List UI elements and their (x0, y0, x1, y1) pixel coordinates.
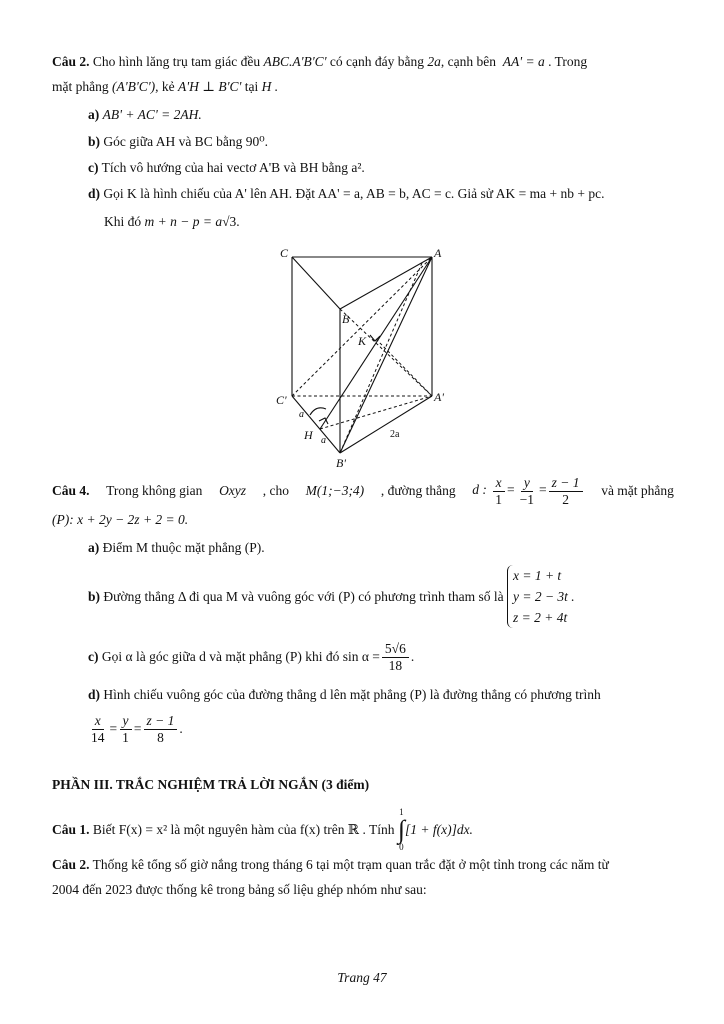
item-text: Gọi α là góc giữa d và mặt phẳng (P) khi đó sin α = (101, 649, 380, 665)
line-BA1 (340, 309, 432, 396)
q2-item-a (88, 107, 202, 123)
int-body: [1 + f(x)]dx. (404, 822, 473, 837)
den: 18 (388, 657, 403, 673)
integral (398, 808, 473, 852)
den: 1 (495, 491, 503, 507)
q2-intro: Cho hình lăng trụ tam giác đều (92, 54, 261, 69)
item-text: Góc giữa AH và BC bằng 90⁰. (103, 134, 268, 149)
den: 14 (91, 729, 105, 745)
den: 1 (122, 729, 129, 745)
q4-line1a: Trong không gian (106, 483, 203, 499)
sys-line: z = 2 + 4t (512, 610, 568, 625)
q4-point: M(1;−3;4) (305, 483, 365, 499)
item-text: Điểm M thuộc mặt phẳng (P). (102, 540, 265, 555)
q2-hpoint: H . (261, 79, 279, 94)
q2-line2 (52, 79, 278, 95)
label-A: A (434, 246, 442, 260)
line-KA1 (376, 339, 432, 396)
item-label: d) (88, 186, 101, 201)
q-label: Câu 1. (52, 822, 90, 837)
q4-item-d-eq: $\frac{x}{14}$ = $\frac{y}{1}$ = $\frac{z - 1}{8}$ . (86, 713, 183, 745)
item-text: Gọi K là hình chiếu của A' lên AH. Đặt AA' = a, AB = b, AC = c. Giả sử AK = ma + nb + pc. (103, 186, 605, 201)
int-upper: 1 (399, 807, 404, 817)
frac-sin (382, 641, 409, 673)
num: x (493, 475, 505, 492)
item-text: Đường thẳng Δ đi qua M và vuông góc với (P) có phương trình tham số là (103, 588, 504, 604)
q2-lateral: AA' = a (502, 54, 545, 69)
num: y (120, 713, 132, 730)
edge-C1B1 (292, 396, 340, 453)
int-lower: 0 (399, 842, 404, 852)
int-symbol: ∫ (397, 815, 405, 844)
p3-q1 (52, 808, 473, 852)
item-label: d) (88, 687, 101, 702)
q4-line1c: , đường thẳng (380, 483, 456, 499)
q4-item-d (88, 687, 601, 703)
edge-CB (292, 257, 340, 309)
q4-item-a (88, 540, 265, 556)
item-label: c) (88, 160, 99, 175)
frac-z (549, 475, 583, 507)
line-HA1 (320, 396, 432, 429)
q4-line1d: và mặt phẳng (601, 483, 674, 499)
label-C: C (280, 246, 289, 260)
label-B: B (342, 312, 350, 326)
label-B1: B' (336, 456, 346, 469)
q2-item-d-cont: Khi đó m + n − p = a√3. (104, 214, 240, 229)
line-AB1 (340, 257, 432, 453)
frac-x (492, 475, 505, 507)
item-text: Hình chiếu vuông góc của đường thẳng d lên mặt phẳng (P) là đường thẳng có phương trình (103, 687, 601, 702)
page-number: Trang 47 (337, 970, 387, 985)
num: 5√6 (382, 641, 409, 658)
q4-line1 (52, 475, 674, 507)
q2-label: Câu 2. (52, 54, 90, 69)
sys-line: y = 2 − 3t . (512, 589, 575, 604)
label-a1: a (299, 409, 304, 420)
q2-line2b: , kẻ (155, 79, 175, 94)
sys-line: x = 1 + t (512, 568, 562, 583)
d-prefix: Khi đó (104, 214, 142, 229)
q2-perp: A'H ⊥ B'C' (178, 79, 242, 94)
den: 2 (562, 491, 569, 507)
end: . (179, 721, 183, 737)
q2-line2a: mặt phẳng (52, 79, 109, 94)
item-label: b) (88, 134, 101, 149)
q2-line2c: tại (244, 79, 259, 94)
q4-item-b (88, 565, 575, 628)
d-pre: d : (472, 482, 487, 498)
p3-q2-line2: 2004 đến 2023 được thống kê trong bảng số liệu ghép nhóm như sau: (52, 882, 427, 897)
q2-edge: 2a (427, 54, 441, 69)
num: z − 1 (549, 475, 583, 492)
d-expr: m + n − p = a (144, 214, 223, 229)
param-system (507, 565, 575, 628)
p3-q2-line1 (52, 857, 609, 873)
label-C1: C' (276, 393, 287, 407)
q2-item-c (88, 160, 365, 176)
num: y (521, 475, 533, 492)
integral-sign (398, 808, 405, 852)
item-label: a) (88, 107, 100, 122)
num: x (92, 713, 104, 730)
label-H: H (304, 428, 313, 442)
frac-3 (144, 713, 178, 745)
frac-2 (119, 713, 132, 745)
q-label: Câu 2. (52, 857, 90, 872)
q4-line-eq: d : $\frac{x}{1}$ = $\frac{y}{-1}$ = $\frac{z - 1}{2}$ (472, 475, 584, 507)
item-label: b) (88, 588, 101, 604)
q4-line1b: , cho (262, 483, 289, 499)
q2-intro4: . Trong (548, 54, 588, 69)
frac-y (517, 475, 537, 507)
den: 8 (157, 729, 164, 745)
frac-1 (88, 713, 108, 745)
item-label: c) (88, 649, 99, 665)
q2-line1 (52, 54, 587, 70)
item-text: AB' + AC' = 2AH. (102, 107, 202, 122)
d-root: √3 (222, 214, 237, 229)
prism-figure (272, 243, 458, 469)
end: . (410, 649, 415, 665)
label-2a: 2a (390, 429, 400, 440)
den: −1 (519, 491, 535, 507)
edge-BA (340, 257, 432, 309)
item-label: a) (88, 540, 100, 555)
q2-item-b (88, 134, 268, 150)
part3-title: PHẦN III. TRẮC NGHIỆM TRẢ LỜI NGẮN (3 điểm) (52, 777, 370, 792)
q4-label: Câu 4. (52, 483, 90, 499)
q2-intro3: , cạnh bên (440, 54, 496, 69)
q4-plane-eq: (P): x + 2y − 2z + 2 = 0. (52, 512, 189, 527)
angle-arc (310, 408, 326, 415)
label-A1: A' (434, 390, 444, 404)
q2-item-d (88, 186, 604, 202)
q2-plane: (A'B'C') (112, 79, 156, 94)
label-K: K (358, 334, 367, 348)
q2-intro2: có cạnh đáy bằng (329, 54, 424, 69)
q4-oxyz: Oxyz (219, 483, 247, 499)
q-text: Biết F(x) = x² là một nguyên hàm của f(x) trên ℝ . Tính (92, 822, 395, 837)
q2-prism: ABC.A'B'C' (263, 54, 327, 69)
q4-item-c (88, 641, 414, 673)
item-text: Tích vô hướng của hai vectơ A'B và BH bằng a². (101, 160, 365, 175)
q-text: Thống kê tổng số giờ nắng trong tháng 6 tại một trạm quan trắc đặt ở một tỉnh trong các năm từ (92, 857, 609, 872)
num: z − 1 (144, 713, 178, 730)
label-a2: a (321, 435, 326, 446)
